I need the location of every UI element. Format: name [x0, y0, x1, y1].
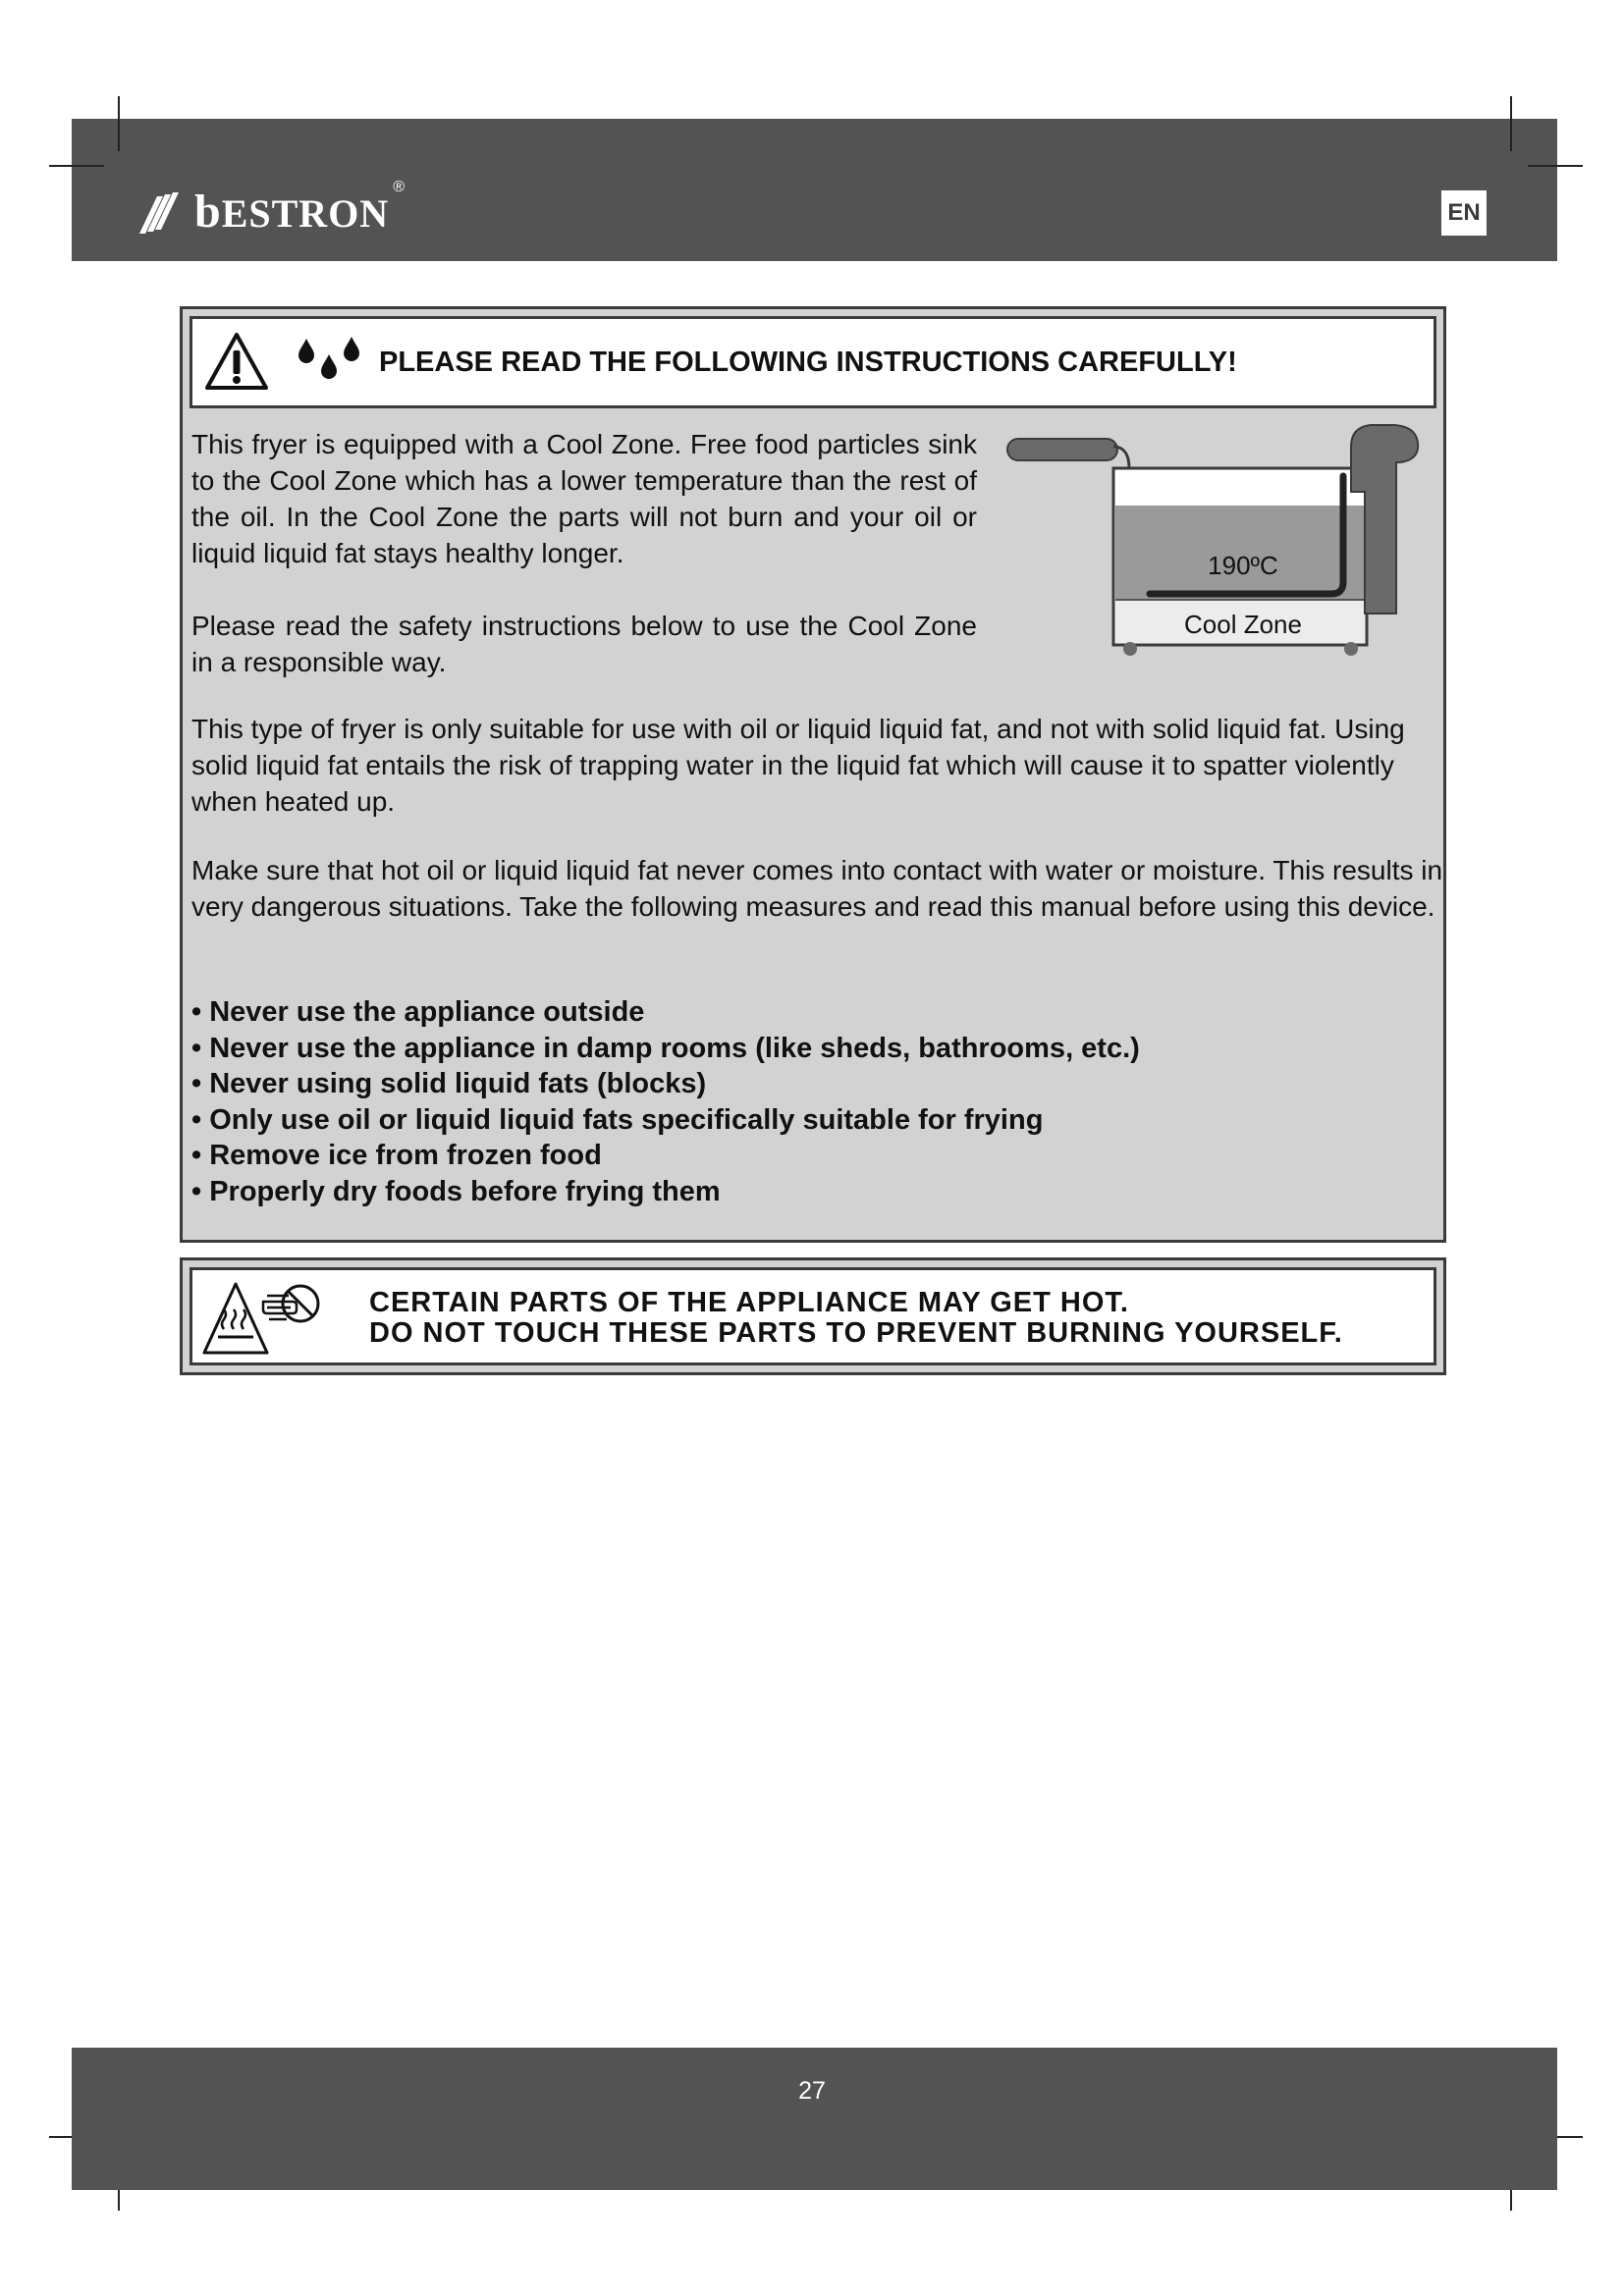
crop-mark — [49, 165, 104, 167]
temperature-label: 190ºC — [1208, 551, 1278, 580]
registered-mark: ® — [393, 179, 405, 195]
fryer-type-text: This type of fryer is only suitable for use with oil or liquid liquid fat, and not with solid liquid fat. Using solid liquid fat entails the risk of trapping water in the liquid fat which will cause it to spatter violently when heated up. — [191, 714, 1405, 817]
footer-band — [72, 2048, 1557, 2190]
cool-zone-intro: This fryer is equipped with a Cool Zone. Free food particles sink to the Cool Zone which has a lower temperature than the rest of the oil. In the Cool Zone the parts will not burn and your oil or liquid liquid fat stays healthy longer. — [191, 429, 977, 568]
list-item: • Never use the appliance outside — [191, 996, 645, 1028]
oil-drops-icon — [295, 333, 363, 382]
fryer-foot — [1123, 642, 1137, 656]
chevron-logo-icon — [137, 183, 185, 236]
list-item: • Only use oil or liquid liquid fats specifically suitable for frying — [191, 1103, 1044, 1136]
page-number: 27 — [798, 2077, 826, 2105]
crop-mark — [118, 96, 120, 151]
brand-logo — [137, 179, 405, 238]
hot-warning-line-1: CERTAIN PARTS OF THE APPLIANCE MAY GET HOT. — [369, 1287, 1129, 1318]
list-item: • Never use the appliance in damp rooms (like sheds, bathrooms, etc.) — [191, 1032, 1140, 1064]
instructions-panel — [180, 306, 1446, 1243]
cool-zone-diagram — [998, 417, 1430, 661]
cool-zone-label: Cool Zone — [1184, 610, 1302, 639]
instructions-title-box — [189, 316, 1436, 408]
brand-name: bESTRON — [194, 186, 390, 238]
hot-warning-box — [189, 1267, 1436, 1365]
hot-surface-icon — [198, 1274, 326, 1359]
hot-warning-panel — [180, 1257, 1446, 1375]
list-item: • Remove ice from frozen food — [191, 1140, 602, 1171]
crop-mark — [1528, 165, 1583, 167]
read-safety-text: Please read the safety instructions below to use the Cool Zone in a responsible way. — [191, 611, 977, 677]
hot-warning-text — [369, 1288, 1343, 1349]
fryer-handle — [1007, 439, 1117, 460]
language-badge: EN — [1441, 190, 1487, 236]
instructions-title: PLEASE READ THE FOLLOWING INSTRUCTIONS CAREFULLY! — [379, 347, 1237, 378]
fryer-foot — [1344, 642, 1358, 656]
warning-triangle-icon — [204, 331, 269, 392]
safety-measures-list — [191, 994, 1140, 1209]
water-contact-text: Make sure that hot oil or liquid liquid fat never comes into contact with water or moisture. This results in very dangerous situations. Take the following measures and read this manual before using this device. — [191, 855, 1443, 922]
list-item: • Properly dry foods before frying them — [191, 1175, 721, 1207]
hot-warning-line-2: DO NOT TOUCH THESE PARTS TO PREVENT BURNING YOURSELF. — [369, 1317, 1343, 1349]
no-touch-hand-icon — [263, 1286, 318, 1321]
crop-mark — [1510, 96, 1512, 151]
list-item: • Never using solid liquid fats (blocks) — [191, 1068, 707, 1099]
